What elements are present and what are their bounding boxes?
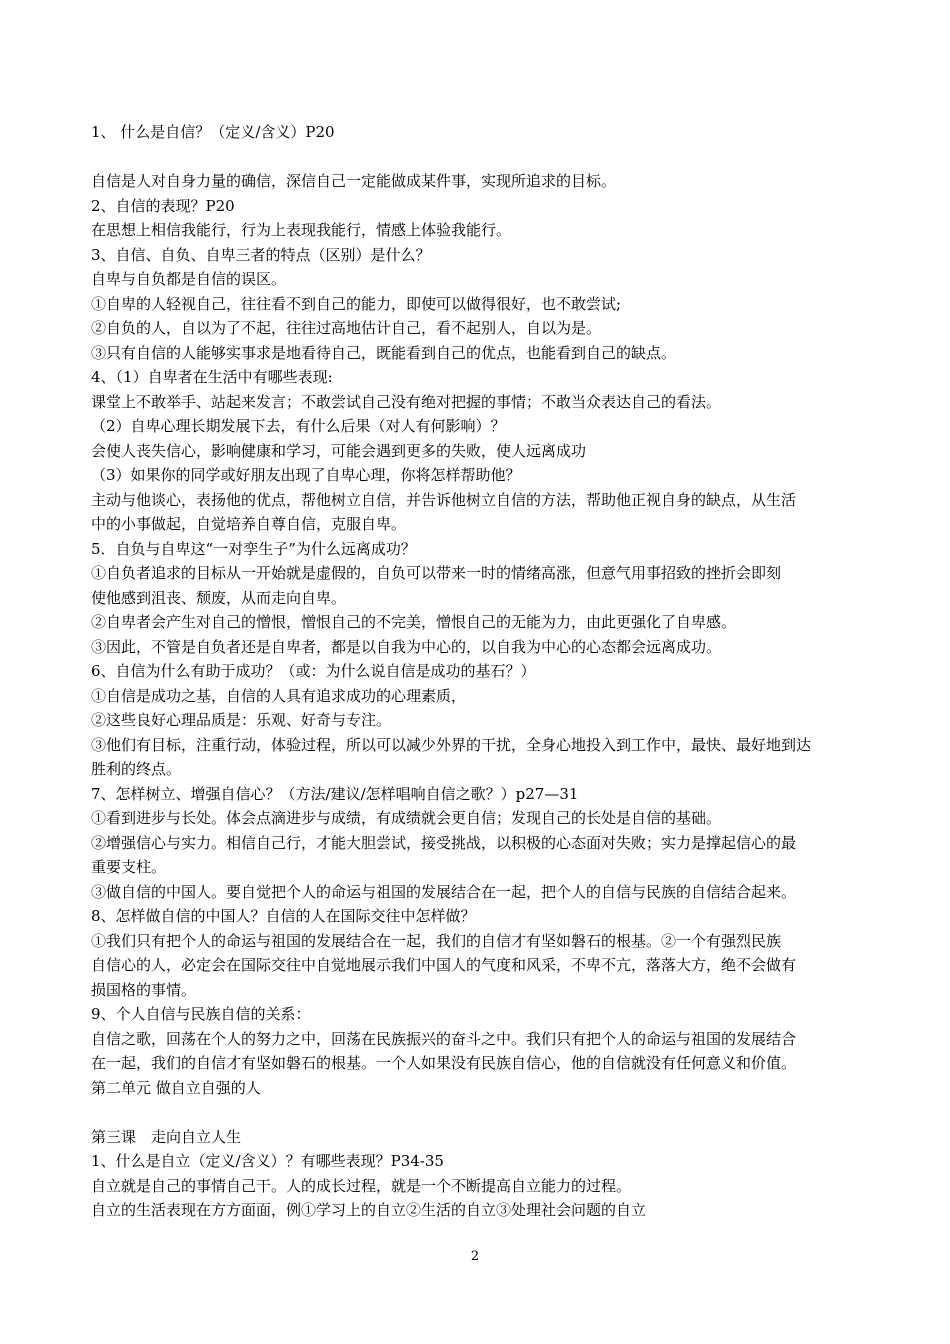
text-line: 课堂上不敢举手、站起来发言；不敢尝试自己没有绝对把握的事情；不敢当众表达自己的看法。 <box>91 392 722 411</box>
text-line: 8、怎样做自信的中国人？自信的人在国际交往中怎样做？ <box>91 907 476 925</box>
text-line: 会使人丧失信心，影响健康和学习，可能会遇到更多的失败，使人远离成功 <box>91 441 587 460</box>
text-line: ③因此，不管是自负者还是自卑者，都是以自我为中心的，以自我为中心的心态都会远离成功。 <box>91 637 722 656</box>
text-line: ③做自信的中国人。要自觉把个人的命运与祖国的发展结合在一起，把个人的自信与民族的自信结合起来。 <box>91 882 797 901</box>
text-line: 胜利的终点。 <box>91 760 182 778</box>
text-line: 在一起，我们的自信才有坚如磐石的根基。一个人如果没有民族自信心，他的自信就没有任何意义和价值。 <box>91 1054 797 1072</box>
text-line: ③只有自信的人能够实事求是地看待自己，既能看到自己的优点，也能看到自己的缺点。 <box>91 343 677 362</box>
text-line: 主动与他谈心，表扬他的优点，帮他树立自信，并告诉他树立自信的方法，帮助他正视自身的缺点，从生活 <box>91 490 797 509</box>
text-line: （3）如果你的同学或好朋友出现了自卑心理，你将怎样帮助他？ <box>91 466 521 484</box>
text-line: 损国格的事情。 <box>91 980 197 999</box>
text-line: ③他们有目标，注重行动，体验过程，所以可以减少外界的干扰，全身心地投入到工作中，最快、最好地到达 <box>91 735 812 754</box>
text-line: 第三课 走向自立人生 <box>91 1127 242 1146</box>
text-line: 7、怎样树立、增强自信心？（方法/建议/怎样唱响自信之歌？）p27—31 <box>91 784 579 803</box>
text-line: 使他感到沮丧、颓废，从而走向自卑。 <box>91 588 347 607</box>
text-line: 第二单元 做自立自强的人 <box>91 1078 261 1097</box>
text-line: 自信之歌，回荡在个人的努力之中，回荡在民族振兴的奋斗之中。我们只有把个人的命运与祖国的发展结合 <box>91 1029 797 1048</box>
text-line: 自立就是自己的事情自己干。人的成长过程，就是一个不断提高自立能力的过程。 <box>91 1176 632 1195</box>
text-line: ②自负的人，自以为了不起，往往过高地估计自己，看不起别人，自以为是。 <box>91 319 602 337</box>
text-line: 9、个人自信与民族自信的关系： <box>91 1005 311 1023</box>
text-line: 3、自信、自负、自卑三者的特点（区别）是什么？ <box>91 245 431 264</box>
text-line: ①看到进步与长处。体会点滴进步与成绩，有成绩就会更自信；发现自己的长处是自信的基础。 <box>91 809 722 827</box>
document-body <box>91 120 881 1223</box>
text-line: ②自卑者会产生对自己的憎恨，憎恨自己的不完美，憎恨自己的无能为力，由此更强化了自卑感。 <box>91 613 737 631</box>
blank-line <box>91 1100 881 1125</box>
text-line: 重要支柱。 <box>91 858 167 876</box>
text-line: 在思想上相信我能行，行为上表现我能行，情感上体验我能行。 <box>91 221 512 239</box>
text-line: ②增强信心与实力。相信自己行，才能大胆尝试，接受挑战，以积极的心态面对失败；实力是撑起信心的最 <box>91 833 797 852</box>
text-line: ①我们只有把个人的命运与祖国的发展结合在一起，我们的自信才有坚如磐石的根基。②一个有强烈民族 <box>91 931 782 950</box>
text-line: ①自负者追求的目标从一开始就是虚假的，自负可以带来一时的情绪高涨，但意气用事招致的挫折会即刻 <box>91 564 782 582</box>
text-line: ②这些良好心理品质是：乐观、好奇与专注。 <box>91 711 392 729</box>
text-line: 1、什么是自立（定义/含义）？有哪些表现？P34-35 <box>91 1152 444 1170</box>
text-line: 4、（1）自卑者在生活中有哪些表现: <box>91 368 333 386</box>
text-line: ①自卑的人轻视自己，往往看不到自己的能力，即使可以做得很好，也不敢尝试; <box>91 294 622 313</box>
text-line: 自卑与自负都是自信的误区。 <box>91 270 287 288</box>
text-line: （2）自卑心理长期发展下去，有什么后果（对人有何影响）？ <box>91 417 506 435</box>
blank-line <box>91 145 881 170</box>
text-line: 自立的生活表现在方方面面，例①学习上的自立②生活的自立③处理社会问题的自立 <box>91 1201 647 1219</box>
text-line: 中的小事做起，自觉培养自尊自信，克服自卑。 <box>91 515 407 533</box>
text-line: 自信心的人，必定会在国际交往中自觉地展示我们中国人的气度和风采，不卑不亢，落落大方，绝不会做有 <box>91 956 797 974</box>
page-number: 2 <box>470 1249 480 1264</box>
text-line: ①自信是成功之基，自信的人具有追求成功的心理素质， <box>91 686 467 705</box>
text-line: 2、自信的表现？P20 <box>91 196 235 215</box>
text-line: 1、 什么是自信？（定义/含义）P20 <box>91 123 335 141</box>
text-line: 6、自信为什么有助于成功？（或：为什么说自信是成功的基石？） <box>91 662 536 680</box>
text-line: 5．自负与自卑这“一对孪生子”为什么远离成功？ <box>91 539 416 558</box>
text-line: 自信是人对自身力量的确信，深信自己一定能做成某件事，实现所追求的目标。 <box>91 172 617 190</box>
